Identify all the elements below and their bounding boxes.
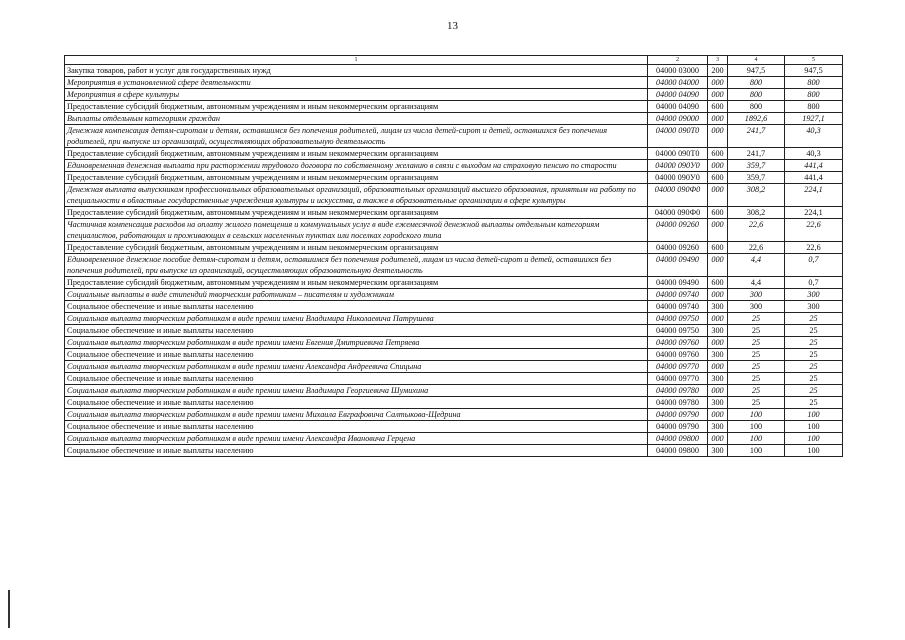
row-value-1: 300 bbox=[728, 289, 785, 301]
row-name: Выплаты отдельным категориям граждан bbox=[65, 113, 648, 125]
row-expense-type: 000 bbox=[708, 254, 728, 277]
row-code: 04000 09760 bbox=[648, 349, 708, 361]
row-value-2: 224,1 bbox=[785, 184, 843, 207]
row-name: Частичная компенсация расходов на оплату жилого помещения и коммунальных услуг в виде ежемесячной денежной выплаты отдельным категориям специалистов, работающих и проживающих в сельских населенных пунктах или поселках городского типа bbox=[65, 219, 648, 242]
row-value-1: 241,7 bbox=[728, 125, 785, 148]
row-name: Социальное обеспечение и иные выплаты населению bbox=[65, 349, 648, 361]
row-value-1: 22,6 bbox=[728, 242, 785, 254]
row-expense-type: 000 bbox=[708, 385, 728, 397]
table-row bbox=[65, 254, 843, 277]
table-row bbox=[65, 337, 843, 349]
row-value-1: 300 bbox=[728, 301, 785, 313]
row-name: Предоставление субсидий бюджетным, автономным учреждениям и иным некоммерческим организациям bbox=[65, 277, 648, 289]
row-expense-type: 600 bbox=[708, 172, 728, 184]
row-code: 04000 090Ф0 bbox=[648, 184, 708, 207]
row-code: 04000 03000 bbox=[648, 65, 708, 77]
row-value-2: 25 bbox=[785, 337, 843, 349]
table-row bbox=[65, 361, 843, 373]
row-expense-type: 600 bbox=[708, 277, 728, 289]
row-expense-type: 300 bbox=[708, 349, 728, 361]
row-expense-type: 000 bbox=[708, 409, 728, 421]
row-value-1: 947,5 bbox=[728, 65, 785, 77]
row-value-1: 100 bbox=[728, 433, 785, 445]
row-value-2: 40,3 bbox=[785, 125, 843, 148]
row-value-2: 40,3 bbox=[785, 148, 843, 160]
row-name: Предоставление субсидий бюджетным, автономным учреждениям и иным некоммерческим организациям bbox=[65, 207, 648, 219]
row-value-1: 25 bbox=[728, 361, 785, 373]
row-value-2: 100 bbox=[785, 445, 843, 457]
row-code: 04000 09790 bbox=[648, 421, 708, 433]
row-value-1: 100 bbox=[728, 409, 785, 421]
row-code: 04000 04090 bbox=[648, 101, 708, 113]
row-value-2: 224,1 bbox=[785, 207, 843, 219]
table-row bbox=[65, 433, 843, 445]
row-value-1: 22,6 bbox=[728, 219, 785, 242]
row-expense-type: 000 bbox=[708, 219, 728, 242]
row-value-1: 800 bbox=[728, 89, 785, 101]
row-value-2: 100 bbox=[785, 409, 843, 421]
table-row bbox=[65, 373, 843, 385]
row-expense-type: 000 bbox=[708, 77, 728, 89]
table-row bbox=[65, 172, 843, 184]
table-row bbox=[65, 101, 843, 113]
row-name: Социальное обеспечение и иные выплаты населению bbox=[65, 373, 648, 385]
row-expense-type: 000 bbox=[708, 89, 728, 101]
row-code: 04000 090У0 bbox=[648, 160, 708, 172]
budget-table bbox=[64, 55, 843, 457]
row-name: Закупка товаров, работ и услуг для государственных нужд bbox=[65, 65, 648, 77]
row-value-2: 25 bbox=[785, 397, 843, 409]
row-expense-type: 300 bbox=[708, 421, 728, 433]
row-value-1: 359,7 bbox=[728, 172, 785, 184]
table-row bbox=[65, 349, 843, 361]
row-name: Социальное обеспечение и иные выплаты населению bbox=[65, 325, 648, 337]
table-row bbox=[65, 301, 843, 313]
row-value-2: 22,6 bbox=[785, 219, 843, 242]
row-expense-type: 000 bbox=[708, 337, 728, 349]
row-value-2: 25 bbox=[785, 385, 843, 397]
row-name: Социальная выплата творческим работникам в виде премии имени Евгения Дмитриевича Петряева bbox=[65, 337, 648, 349]
row-expense-type: 300 bbox=[708, 373, 728, 385]
row-expense-type: 600 bbox=[708, 101, 728, 113]
row-value-2: 25 bbox=[785, 349, 843, 361]
row-value-2: 800 bbox=[785, 77, 843, 89]
row-expense-type: 300 bbox=[708, 397, 728, 409]
row-code: 04000 09750 bbox=[648, 325, 708, 337]
row-value-2: 25 bbox=[785, 313, 843, 325]
row-name: Социальная выплата творческим работникам в виде премии имени Владимира Николаевича Патрушева bbox=[65, 313, 648, 325]
row-code: 04000 09770 bbox=[648, 373, 708, 385]
row-value-1: 308,2 bbox=[728, 207, 785, 219]
row-name: Социальная выплата творческим работникам в виде премии имени Михаила Евграфовича Салтыкова-Щедрина bbox=[65, 409, 648, 421]
row-name: Социальные выплаты в виде стипендий творческим работникам – писателям и художникам bbox=[65, 289, 648, 301]
row-code: 04000 09260 bbox=[648, 219, 708, 242]
header-cell: 3 bbox=[708, 56, 728, 65]
table-row bbox=[65, 421, 843, 433]
row-value-2: 100 bbox=[785, 421, 843, 433]
table-row bbox=[65, 148, 843, 160]
row-code: 04000 090Т0 bbox=[648, 125, 708, 148]
table-row bbox=[65, 445, 843, 457]
row-value-1: 25 bbox=[728, 385, 785, 397]
row-value-1: 100 bbox=[728, 445, 785, 457]
row-code: 04000 09490 bbox=[648, 254, 708, 277]
header-cell: 1 bbox=[65, 56, 648, 65]
row-name: Социальное обеспечение и иные выплаты населению bbox=[65, 397, 648, 409]
row-value-1: 25 bbox=[728, 373, 785, 385]
table-row bbox=[65, 242, 843, 254]
row-expense-type: 000 bbox=[708, 125, 728, 148]
row-code: 04000 090Ф0 bbox=[648, 207, 708, 219]
table-row bbox=[65, 77, 843, 89]
page-number: 13 bbox=[447, 20, 458, 32]
row-value-1: 25 bbox=[728, 349, 785, 361]
row-value-2: 22,6 bbox=[785, 242, 843, 254]
row-code: 04000 09750 bbox=[648, 313, 708, 325]
row-code: 04000 09790 bbox=[648, 409, 708, 421]
row-value-1: 308,2 bbox=[728, 184, 785, 207]
row-expense-type: 000 bbox=[708, 289, 728, 301]
row-expense-type: 300 bbox=[708, 445, 728, 457]
row-value-2: 25 bbox=[785, 361, 843, 373]
row-value-2: 1927,1 bbox=[785, 113, 843, 125]
table-header-row bbox=[65, 56, 843, 65]
row-value-2: 800 bbox=[785, 89, 843, 101]
row-expense-type: 300 bbox=[708, 301, 728, 313]
row-value-2: 25 bbox=[785, 373, 843, 385]
row-name: Единовременная денежная выплата при расторжении трудового договора по собственному желанию в связи с выходом на страховую пенсию по старости bbox=[65, 160, 648, 172]
row-value-2: 25 bbox=[785, 325, 843, 337]
row-name: Мероприятия в установленной сфере деятельности bbox=[65, 77, 648, 89]
row-value-1: 100 bbox=[728, 421, 785, 433]
row-value-1: 241,7 bbox=[728, 148, 785, 160]
table-row bbox=[65, 277, 843, 289]
row-name: Предоставление субсидий бюджетным, автономным учреждениям и иным некоммерческим организациям bbox=[65, 148, 648, 160]
row-name: Социальное обеспечение и иные выплаты населению bbox=[65, 421, 648, 433]
row-code: 04000 09770 bbox=[648, 361, 708, 373]
row-expense-type: 000 bbox=[708, 361, 728, 373]
row-code: 04000 09740 bbox=[648, 301, 708, 313]
table-row bbox=[65, 184, 843, 207]
table-row bbox=[65, 207, 843, 219]
row-code: 04000 090У0 bbox=[648, 172, 708, 184]
row-expense-type: 600 bbox=[708, 242, 728, 254]
row-value-1: 25 bbox=[728, 337, 785, 349]
row-name: Социальная выплата творческим работникам в виде премии имени Владимира Георгиевича Шумихина bbox=[65, 385, 648, 397]
table-row bbox=[65, 325, 843, 337]
row-value-2: 441,4 bbox=[785, 172, 843, 184]
row-name: Социальная выплата творческим работникам в виде премии имени Александра Андреевича Спицына bbox=[65, 361, 648, 373]
row-name: Социальное обеспечение и иные выплаты населению bbox=[65, 301, 648, 313]
row-name: Мероприятия в сфере культуры bbox=[65, 89, 648, 101]
table-row bbox=[65, 125, 843, 148]
scan-margin-mark bbox=[8, 590, 10, 628]
row-value-1: 359,7 bbox=[728, 160, 785, 172]
row-code: 04000 09800 bbox=[648, 433, 708, 445]
table-row bbox=[65, 113, 843, 125]
table-row bbox=[65, 397, 843, 409]
row-value-2: 947,5 bbox=[785, 65, 843, 77]
row-code: 04000 090Т0 bbox=[648, 148, 708, 160]
row-value-2: 800 bbox=[785, 101, 843, 113]
row-code: 04000 09490 bbox=[648, 277, 708, 289]
row-expense-type: 600 bbox=[708, 148, 728, 160]
row-value-1: 25 bbox=[728, 397, 785, 409]
header-cell: 2 bbox=[648, 56, 708, 65]
row-name: Предоставление субсидий бюджетным, автономным учреждениям и иным некоммерческим организациям bbox=[65, 242, 648, 254]
table-row bbox=[65, 385, 843, 397]
row-value-1: 800 bbox=[728, 77, 785, 89]
row-expense-type: 000 bbox=[708, 433, 728, 445]
row-value-1: 1892,6 bbox=[728, 113, 785, 125]
row-value-2: 0,7 bbox=[785, 277, 843, 289]
row-value-2: 300 bbox=[785, 301, 843, 313]
row-value-1: 800 bbox=[728, 101, 785, 113]
row-name: Денежная компенсация детям-сиротам и детям, оставшимся без попечения родителей, лицам из числа детей-сирот и детей, оставшихся без попечения родителей, при выпуске из организаций, осуществляющих образовательную деятельность bbox=[65, 125, 648, 148]
row-value-2: 0,7 bbox=[785, 254, 843, 277]
row-expense-type: 000 bbox=[708, 313, 728, 325]
row-value-1: 4,4 bbox=[728, 277, 785, 289]
row-name: Единовременное денежное пособие детям-сиротам и детям, оставшимся без попечения родителей, лицам из числа детей-сирот и детей, оставшихся без попечения родителей, при выпуске из организаций, осуществляющих образовательную деятельность bbox=[65, 254, 648, 277]
row-expense-type: 000 bbox=[708, 113, 728, 125]
table-row bbox=[65, 89, 843, 101]
row-code: 04000 09740 bbox=[648, 289, 708, 301]
row-code: 04000 09000 bbox=[648, 113, 708, 125]
row-expense-type: 000 bbox=[708, 184, 728, 207]
row-expense-type: 600 bbox=[708, 207, 728, 219]
row-code: 04000 09260 bbox=[648, 242, 708, 254]
row-name: Предоставление субсидий бюджетным, автономным учреждениям и иным некоммерческим организациям bbox=[65, 101, 648, 113]
header-cell: 4 bbox=[728, 56, 785, 65]
row-code: 04000 09800 bbox=[648, 445, 708, 457]
table-row bbox=[65, 219, 843, 242]
row-value-1: 25 bbox=[728, 313, 785, 325]
row-code: 04000 09760 bbox=[648, 337, 708, 349]
row-name: Денежная выплата выпускникам профессиональных образовательных организаций, образовательных организаций высшего образования, принятым на работу по специальности в областные государственные учреждения культуры и искусства, а также в образовательные организации в сфере культуры bbox=[65, 184, 648, 207]
table-row bbox=[65, 65, 843, 77]
row-expense-type: 300 bbox=[708, 325, 728, 337]
table-row bbox=[65, 409, 843, 421]
row-value-2: 300 bbox=[785, 289, 843, 301]
row-code: 04000 04000 bbox=[648, 77, 708, 89]
row-name: Предоставление субсидий бюджетным, автономным учреждениям и иным некоммерческим организациям bbox=[65, 172, 648, 184]
table-row bbox=[65, 160, 843, 172]
row-value-2: 441,4 bbox=[785, 160, 843, 172]
row-value-1: 25 bbox=[728, 325, 785, 337]
row-value-2: 100 bbox=[785, 433, 843, 445]
row-value-1: 4,4 bbox=[728, 254, 785, 277]
table-row bbox=[65, 289, 843, 301]
table-row bbox=[65, 313, 843, 325]
row-code: 04000 04090 bbox=[648, 89, 708, 101]
row-name: Социальное обеспечение и иные выплаты населению bbox=[65, 445, 648, 457]
row-expense-type: 200 bbox=[708, 65, 728, 77]
row-name: Социальная выплата творческим работникам в виде премии имени Александра Ивановича Герцена bbox=[65, 433, 648, 445]
header-cell: 5 bbox=[785, 56, 843, 65]
row-expense-type: 000 bbox=[708, 160, 728, 172]
row-code: 04000 09780 bbox=[648, 397, 708, 409]
row-code: 04000 09780 bbox=[648, 385, 708, 397]
